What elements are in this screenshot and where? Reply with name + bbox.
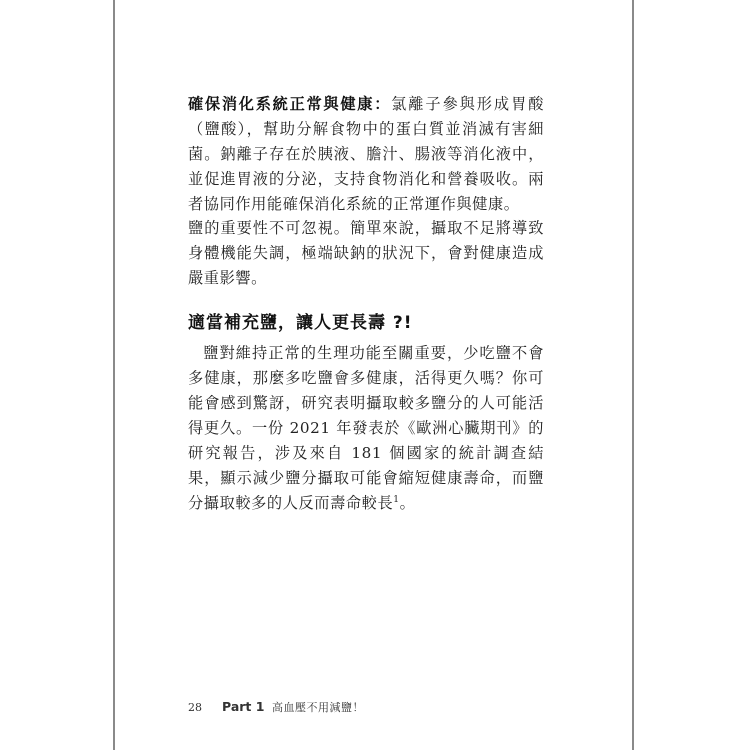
book-page [113, 0, 634, 750]
paragraph-longevity-text: 鹽對維持正常的生理功能至關重要，少吃鹽不會多健康，那麼多吃鹽會多健康，活得更久嗎？你可能會感到驚訝，研究表明攝取較多鹽分的人可能活得更久。一份 2021 年發表於《歐洲心臟期刊》的研究報告，涉及來自 181 個國家的統計調查結果，顯示減少鹽分攝取可能會縮短健康壽命，而鹽分攝取較多的人反而壽命較長 [188, 344, 544, 512]
paragraph-longevity-end: 。 [399, 494, 416, 512]
chapter-title: 高血壓不用減鹽！ [272, 701, 364, 714]
footnote-marker: 1 [393, 494, 400, 505]
paragraph-importance: 鹽的重要性不可忽視。簡單來說，攝取不足將導致身體機能失調，極端缺鈉的狀況下，會對健康造成嚴重影響。 [188, 219, 544, 287]
page-number: 28 [188, 701, 202, 714]
paragraph-lead: 確保消化系統正常與健康： [188, 95, 392, 113]
part-label: Part 1 [222, 699, 265, 714]
paragraph-digestion [188, 92, 544, 217]
page-footer [188, 696, 364, 712]
section-heading: 適當補充鹽，讓人更長壽 ?! [188, 313, 413, 333]
paragraph-longevity [188, 341, 544, 516]
paragraph-body: 氯離子參與形成胃酸（鹽酸），幫助分解食物中的蛋白質並消滅有害細菌。鈉離子存在於胰液、膽汁、腸液等消化液中，並促進胃液的分泌，支持食物消化和營養吸收。兩者協同作用能確保消化系統的正常運作與健康。 [188, 95, 544, 213]
